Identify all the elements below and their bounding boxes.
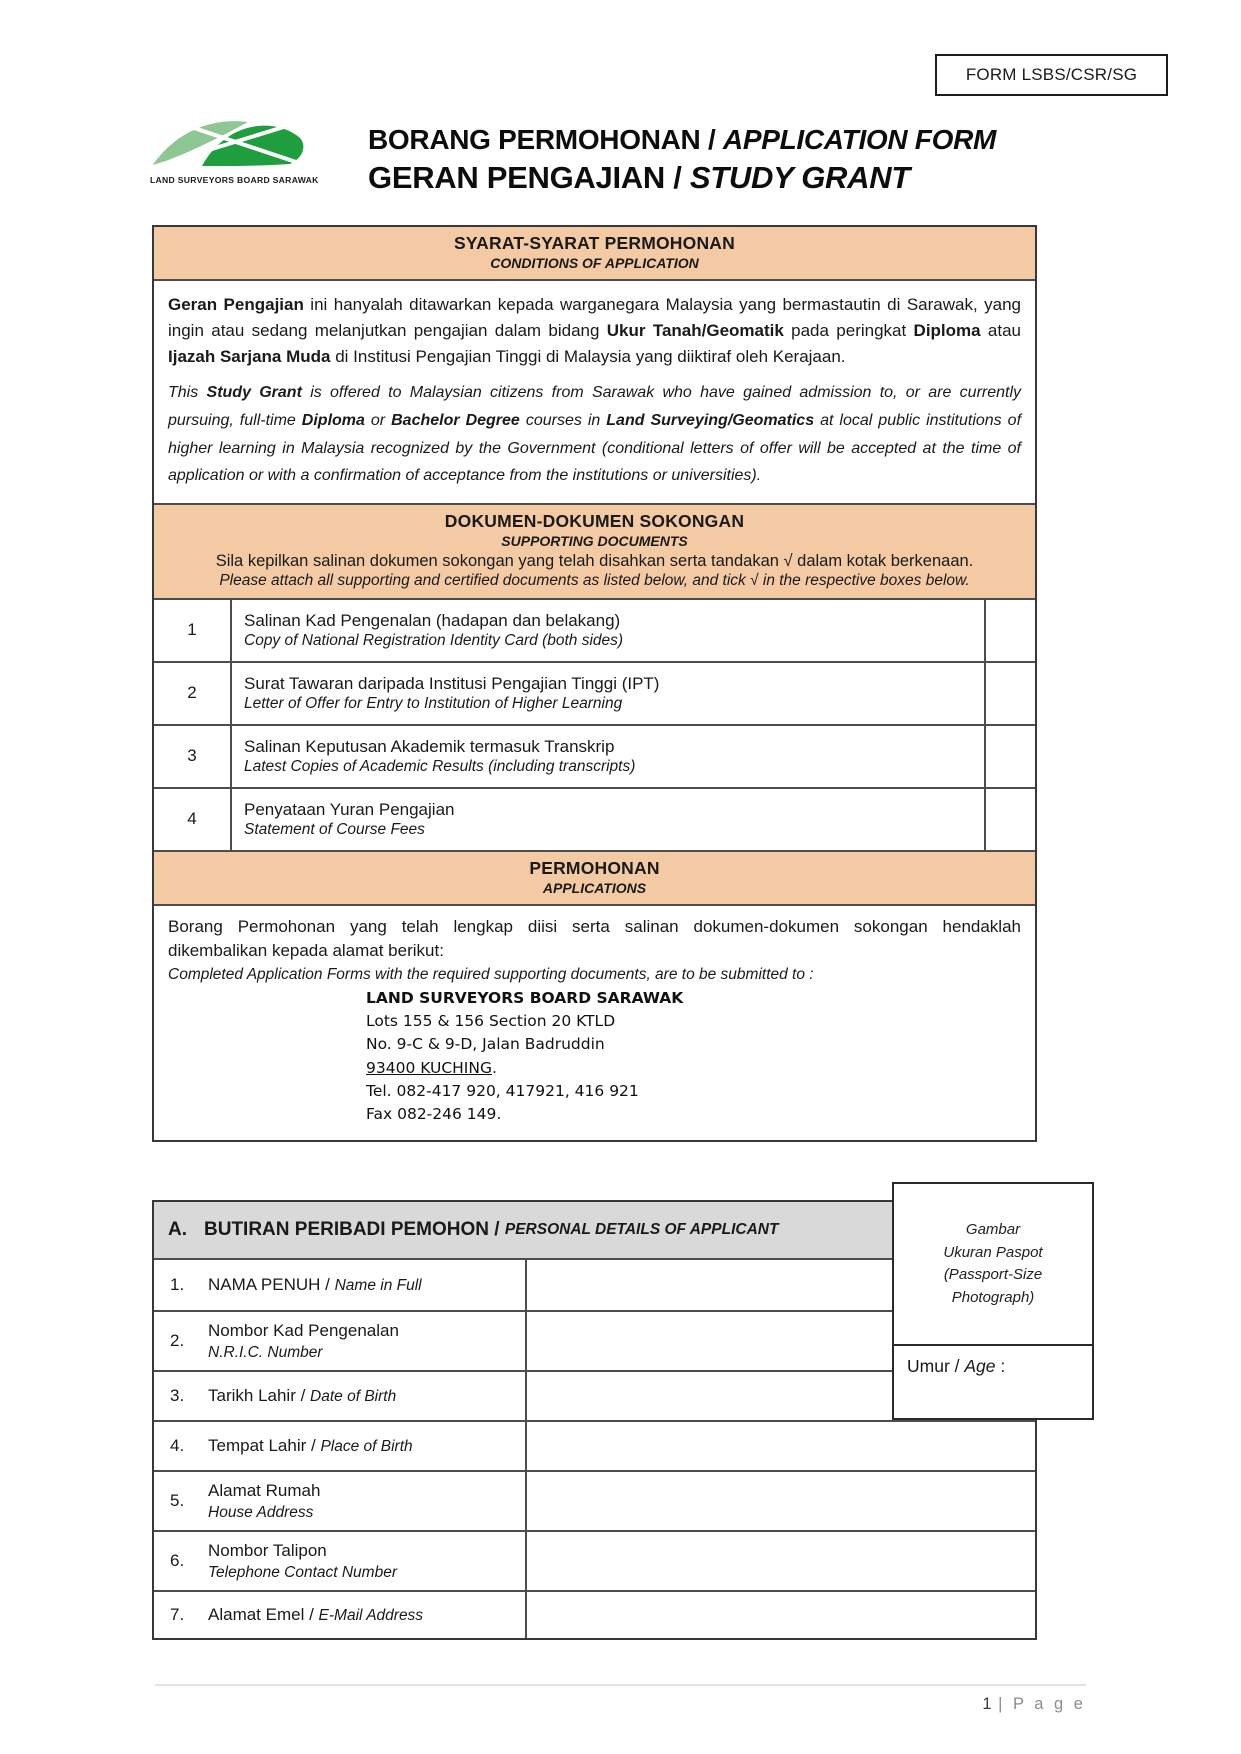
- section-a-heading-separator: /: [489, 1219, 505, 1240]
- document-tick-cell[interactable]: [984, 726, 1035, 787]
- field-label-en: E-Mail Address: [318, 1607, 424, 1624]
- field-label-text: [208, 1541, 397, 1582]
- photo-box-line: Photograph): [951, 1288, 1035, 1306]
- address-fax: Fax 082-246 149.: [366, 1105, 502, 1124]
- conditions-heading-ms: SYARAT-SYARAT PERMOHONAN: [454, 233, 735, 253]
- document-row: [154, 787, 1035, 850]
- photo-box-line: Ukuran Paspot: [943, 1243, 1043, 1261]
- form-code-box: [935, 54, 1168, 96]
- address-block: [366, 987, 1021, 1127]
- house-address-input-cell[interactable]: [525, 1472, 1035, 1530]
- field-row-phone: [154, 1530, 1035, 1590]
- field-number: 2.: [170, 1331, 185, 1350]
- field-label: [154, 1260, 525, 1310]
- conditions-paragraph-en: This Study Grant is offered to Malaysian citizens from Sarawak who have gained admission to, or are currently pursuing, full-time Diploma or Bachelor Degree courses in Land Surveying/Geomatics at local public institutions of higher learning in Malaysia recognized by the Government (conditional letters of offer will be accepted at the time of application or with a confirmation of acceptance from the institutions or universities).: [168, 384, 1022, 485]
- field-row-pob: [154, 1420, 1035, 1470]
- document-number: 1: [154, 600, 232, 661]
- document-tick-cell[interactable]: [984, 789, 1035, 850]
- title-line-2-separator: /: [664, 160, 690, 195]
- document-desc-en: Copy of National Registration Identity Card (both sides): [244, 631, 624, 649]
- title-line-2-en: STUDY GRANT: [689, 160, 910, 195]
- brand-logo: [150, 114, 319, 185]
- document-number: 2: [154, 663, 232, 724]
- page-label: | P a g e: [998, 1695, 1086, 1713]
- document-row: [154, 661, 1035, 724]
- document-number: 4: [154, 789, 232, 850]
- document-desc: [232, 663, 984, 724]
- field-label: [154, 1372, 525, 1420]
- section-a-label: A.: [168, 1219, 187, 1240]
- document-desc-ms: Salinan Keputusan Akademik termasuk Transkrip: [244, 736, 615, 756]
- documents-heading-en: SUPPORTING DOCUMENTS: [501, 532, 688, 549]
- address-name: LAND SURVEYORS BOARD SARAWAK: [366, 988, 684, 1007]
- field-label-ms: Nombor Talipon: [208, 1540, 327, 1560]
- document-desc-ms: Penyataan Yuran Pengajian: [244, 799, 455, 819]
- applications-section-header: [154, 850, 1035, 904]
- lsbs-logo-icon: [150, 114, 310, 172]
- title-line-1-ms: BORANG PERMOHONAN: [368, 124, 701, 155]
- section-a-heading-ms: BUTIRAN PERIBADI PEMOHON: [204, 1219, 490, 1240]
- document-desc-en: Letter of Offer for Entry to Institution of Higher Learning: [244, 694, 623, 712]
- documents-note-ms: Sila kepilkan salinan dokumen sokongan yang telah disahkan serta tandakan √ dalam kotak berkenaan.: [215, 551, 974, 570]
- field-number: 4.: [170, 1436, 185, 1455]
- field-label-en: House Address: [208, 1503, 314, 1521]
- field-label-en: Telephone Contact Number: [208, 1563, 397, 1581]
- page-number: 1: [982, 1695, 992, 1713]
- field-label-en: Name in Full: [334, 1277, 422, 1294]
- document-tick-cell[interactable]: [984, 663, 1035, 724]
- applications-heading-ms: PERMOHONAN: [529, 857, 660, 878]
- conditions-body: [154, 279, 1035, 503]
- field-label-separator: /: [306, 1436, 321, 1455]
- document-tick-cell[interactable]: [984, 600, 1035, 661]
- document-desc-en: Statement of Course Fees: [244, 820, 425, 838]
- field-label-en: N.R.I.C. Number: [208, 1343, 323, 1361]
- applications-body: [154, 904, 1035, 1141]
- field-label-text: [208, 1436, 413, 1456]
- address-tel: Tel. 082-417 920, 417921, 416 921: [366, 1081, 639, 1100]
- field-number: 7.: [170, 1605, 185, 1624]
- phone-input-cell[interactable]: [525, 1532, 1035, 1590]
- field-label-ms: Tarikh Lahir: [208, 1386, 296, 1405]
- title-line-2: [368, 160, 996, 196]
- document-row: [154, 598, 1035, 661]
- age-cell[interactable]: [892, 1346, 1094, 1420]
- age-label-ms: Umur: [907, 1356, 950, 1376]
- field-label-separator: /: [295, 1386, 311, 1405]
- field-label-en: Date of Birth: [310, 1388, 397, 1405]
- photo-box[interactable]: [892, 1182, 1094, 1346]
- field-label-text: [208, 1481, 320, 1522]
- field-number: 1.: [170, 1275, 185, 1294]
- field-label: [154, 1592, 525, 1638]
- document-number: 3: [154, 726, 232, 787]
- document-desc: [232, 789, 984, 850]
- field-number: 5.: [170, 1491, 185, 1510]
- field-label-text: [208, 1605, 423, 1625]
- documents-heading-ms: DOKUMEN-DOKUMEN SOKONGAN: [444, 510, 745, 531]
- field-number: 6.: [170, 1551, 185, 1570]
- field-label: [154, 1532, 525, 1590]
- form-title: [368, 124, 996, 196]
- field-label-text: [208, 1386, 396, 1406]
- field-row-house-address: [154, 1470, 1035, 1530]
- applications-heading-en: APPLICATIONS: [542, 879, 647, 896]
- page-footer: [155, 1684, 1086, 1714]
- address-line-1: Lots 155 & 156 Section 20 KTLD: [366, 1012, 616, 1031]
- document-desc-en: Latest Copies of Academic Results (including transcripts): [244, 757, 636, 775]
- section-a-heading-en: PERSONAL DETAILS OF APPLICANT: [504, 1221, 779, 1238]
- document-row: [154, 724, 1035, 787]
- document-desc: [232, 600, 984, 661]
- field-label-text: [208, 1275, 422, 1295]
- age-label-en: Age: [964, 1356, 996, 1376]
- field-label-text: [208, 1321, 399, 1362]
- email-input-cell[interactable]: [525, 1592, 1035, 1638]
- title-line-1-en: APPLICATION FORM: [722, 124, 997, 155]
- field-label-ms: Alamat Rumah: [208, 1480, 321, 1500]
- conditions-section-header: [154, 227, 1035, 279]
- field-label-separator: /: [320, 1275, 335, 1294]
- title-line-2-ms: GERAN PENGAJIAN: [368, 160, 665, 195]
- photo-box-line: (Passport-Size: [943, 1266, 1043, 1283]
- pob-input-cell[interactable]: [525, 1422, 1035, 1470]
- info-table: [152, 225, 1037, 1142]
- field-label-ms: NAMA PENUH: [208, 1275, 321, 1294]
- document-desc: [232, 726, 984, 787]
- applications-note-ms: Borang Permohonan yang telah lengkap diisi serta salinan dokumen-dokumen sokongan hendaklah dikembalikan kepada alamat berikut:: [168, 916, 1021, 960]
- applications-note-en: Completed Application Forms with the required supporting documents, are to be submitted to :: [168, 965, 814, 983]
- form-code-text: FORM LSBS/CSR/SG: [965, 65, 1138, 84]
- age-label-separator: /: [949, 1356, 965, 1376]
- logo-caption: LAND SURVEYORS BOARD SARAWAK: [150, 175, 319, 185]
- field-row-email: [154, 1590, 1035, 1638]
- field-label-separator: /: [304, 1605, 319, 1624]
- address-line-2: No. 9-C & 9-D, Jalan Badruddin: [366, 1035, 605, 1054]
- documents-section-header: [154, 503, 1035, 598]
- field-label: [154, 1472, 525, 1530]
- photo-box-line: Gambar: [965, 1221, 1021, 1238]
- age-label-colon: :: [995, 1356, 1006, 1376]
- document-desc-ms: Surat Tawaran daripada Institusi Pengajian Tinggi (IPT): [244, 673, 660, 693]
- conditions-paragraph-ms: Geran Pengajian ini hanyalah ditawarkan kepada warganegara Malaysia yang bermastautin di Sarawak, yang ingin atau sedang melanjutkan pengajian dalam bidang Ukur Tanah/Geomatik pada peringkat Diploma atau Ijazah Sarjana Muda di Institusi Pengajian Tinggi di Malaysia yang diiktiraf oleh Kerajaan.: [168, 295, 1022, 366]
- documents-note-en: Please attach all supporting and certified documents as listed below, and tick √ in the respective boxes below.: [219, 571, 970, 589]
- address-city: 93400 KUCHING.: [366, 1058, 497, 1077]
- title-line-1-separator: /: [700, 124, 723, 155]
- document-desc-ms: Salinan Kad Pengenalan (hadapan dan belakang): [244, 610, 621, 630]
- field-number: 3.: [170, 1386, 185, 1405]
- field-label-ms: Tempat Lahir: [208, 1436, 307, 1455]
- field-label-ms: Alamat Emel: [208, 1605, 305, 1624]
- field-label: [154, 1422, 525, 1470]
- field-label: [154, 1312, 525, 1370]
- conditions-heading-en: CONDITIONS OF APPLICATION: [490, 255, 699, 271]
- field-label-en: Place of Birth: [320, 1438, 413, 1455]
- title-line-1: [368, 124, 996, 156]
- field-label-ms: Nombor Kad Pengenalan: [208, 1320, 399, 1340]
